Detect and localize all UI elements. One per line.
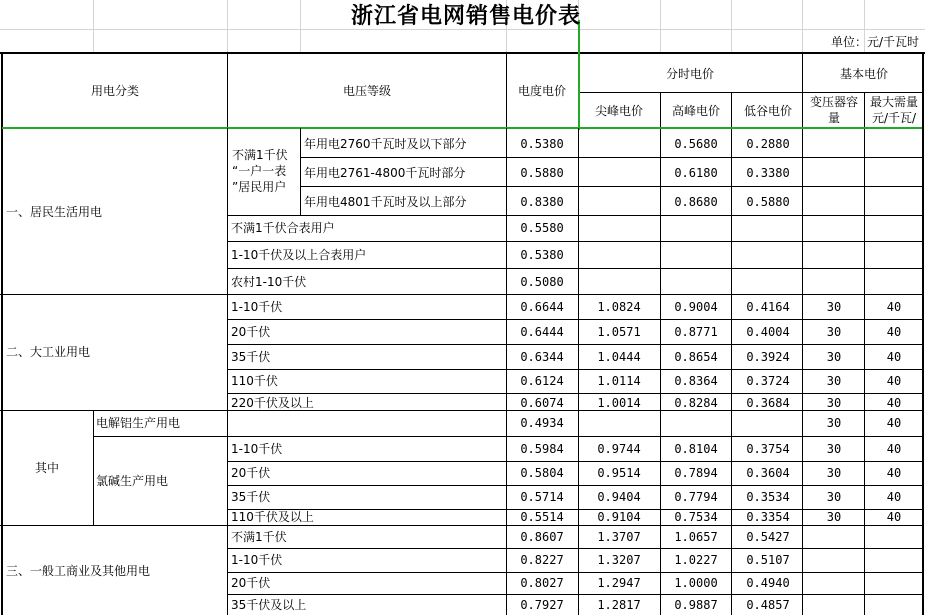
high-cell: 0.7894 [674,466,718,480]
grid-vline [802,52,803,615]
high-cell: 0.8104 [674,442,718,456]
grid-hline [227,572,922,573]
residential-group-line3: ”居民用户 [232,180,287,194]
peak-cell: 1.2817 [597,598,641,612]
grid-vline [506,128,507,615]
grid-hline [227,268,922,269]
price-cell: 0.6124 [520,374,564,388]
high-cell: 1.0000 [674,576,718,590]
price-cell: 0.8607 [520,530,564,544]
aluminum-transformer: 30 [826,416,842,430]
grid-vline [731,92,732,615]
header-high: 高峰电价 [671,104,721,118]
grid-hline [0,294,922,295]
sheet-gridline [660,0,661,53]
voltage-label: 1-10千伏 [231,300,283,314]
voltage-label: 220千伏及以上 [231,396,314,410]
low-cell: 0.2880 [746,137,790,151]
grid-hline [0,410,922,411]
unit-label: 单位：元/千瓦时 [830,35,919,49]
price-cell: 0.5514 [520,510,564,524]
low-cell: 0.3924 [746,350,790,364]
voltage-label: 110千伏 [231,374,278,388]
high-cell: 0.8771 [674,325,718,339]
peak-cell: 1.0114 [597,374,641,388]
transformer-cell: 30 [826,396,842,410]
price-cell: 0.8027 [520,576,564,590]
high-cell: 0.8680 [674,195,718,209]
voltage-label: 35千伏 [231,490,271,504]
low-cell: 0.5107 [746,553,790,567]
peak-cell: 1.3707 [597,530,641,544]
grid-hline [227,344,922,345]
transformer-cell: 30 [826,466,842,480]
transformer-cell: 30 [826,300,842,314]
high-cell: 0.9004 [674,300,718,314]
price-cell: 0.5880 [520,166,564,180]
high-cell: 0.9887 [674,598,718,612]
grid-hline [227,485,922,486]
grid-vline [227,128,228,615]
aluminum-label: 电解铝生产用电 [96,416,181,430]
voltage-label: 110千伏及以上 [231,510,314,524]
price-cell: 0.8227 [520,553,564,567]
peak-cell: 0.9404 [597,490,641,504]
grid-vline [578,128,579,615]
residential-group-line2: “一户一表 [232,164,287,178]
price-cell: 0.5380 [520,137,564,151]
high-cell: 1.0657 [674,530,718,544]
peak-cell: 1.0824 [597,300,641,314]
low-cell: 0.5427 [746,530,790,544]
high-cell: 1.0227 [674,553,718,567]
category-other: 其中 [34,461,60,475]
price-cell: 0.5984 [520,442,564,456]
peak-cell: 0.9104 [597,510,641,524]
low-cell: 0.3354 [746,510,790,524]
peak-cell: 1.0571 [597,325,641,339]
selection-line [578,20,580,130]
voltage-label: 年用电2760千瓦时及以下部分 [304,137,467,151]
grid-hline [227,369,922,370]
demand-cell: 40 [886,374,902,388]
header-transformer-line2: 量 [827,111,841,125]
voltage-label: 1-10千伏及以上合表用户 [231,248,367,262]
header-maxdemand-line1: 最大需量 [869,95,919,109]
header-price: 电度电价 [517,84,567,98]
grid-hline [227,215,922,216]
demand-cell: 40 [886,325,902,339]
peak-cell: 1.3207 [597,553,641,567]
low-cell: 0.3684 [746,396,790,410]
price-cell: 0.6644 [520,300,564,314]
header-transformer-line1: 变压器容 [809,95,859,109]
voltage-label: 20千伏 [231,576,271,590]
grid-vline [922,52,924,615]
high-cell: 0.8654 [674,350,718,364]
grid-hline [227,594,922,595]
demand-cell: 40 [886,350,902,364]
category-residential: 一、居民生活用电 [6,205,103,219]
high-cell: 0.6180 [674,166,718,180]
grid-hline [227,241,922,242]
peak-cell: 0.9744 [597,442,641,456]
category-industrial: 二、大工业用电 [6,345,91,359]
high-cell: 0.7794 [674,490,718,504]
grid-vline [227,52,228,128]
low-cell: 0.4164 [746,300,790,314]
price-cell: 0.6074 [520,396,564,410]
transformer-cell: 30 [826,510,842,524]
peak-cell: 1.2947 [597,576,641,590]
voltage-label: 1-10千伏 [231,553,283,567]
residential-group-line1: 不满1千伏 [232,148,288,162]
high-cell: 0.8364 [674,374,718,388]
header-category: 用电分类 [90,84,140,98]
sheet-gridline [300,0,301,53]
grid-hline [0,525,922,526]
grid-hline [227,319,922,320]
category-commercial: 三、一般工商业及其他用电 [6,564,151,578]
price-cell: 0.5380 [520,248,564,262]
voltage-label: 不满1千伏 [231,530,287,544]
voltage-label: 20千伏 [231,466,271,480]
grid-hline [578,92,922,93]
low-cell: 0.3754 [746,442,790,456]
grid-hline [227,548,922,549]
transformer-cell: 30 [826,490,842,504]
grid-hline [0,52,925,54]
sheet-gridline [93,0,94,53]
voltage-label: 35千伏 [231,350,271,364]
price-cell: 0.5804 [520,466,564,480]
low-cell: 0.4857 [746,598,790,612]
high-cell: 0.8284 [674,396,718,410]
demand-cell: 40 [886,396,902,410]
price-cell: 0.6344 [520,350,564,364]
page-title: 浙江省电网销售电价表 [350,3,582,29]
low-cell: 0.4004 [746,325,790,339]
aluminum-price: 0.4934 [520,416,564,430]
grid-vline [506,52,507,128]
voltage-label: 1-10千伏 [231,442,283,456]
peak-cell: 1.0444 [597,350,641,364]
high-cell: 0.7534 [674,510,718,524]
header-peak: 尖峰电价 [594,104,644,118]
voltage-label: 35千伏及以上 [231,598,307,612]
grid-hline [227,393,922,394]
low-cell: 0.3604 [746,466,790,480]
header-maxdemand-line2: 元/千瓦/ [871,111,917,125]
low-cell: 0.4940 [746,576,790,590]
sheet-gridline [227,0,228,53]
grid-hline [227,461,922,462]
price-cell: 0.6444 [520,325,564,339]
aluminum-demand: 40 [886,416,902,430]
demand-cell: 40 [886,442,902,456]
grid-hline [300,186,922,187]
low-cell: 0.3724 [746,374,790,388]
transformer-cell: 30 [826,350,842,364]
low-cell: 0.3380 [746,166,790,180]
grid-hline [300,157,922,158]
header-low: 低谷电价 [743,104,793,118]
demand-cell: 40 [886,300,902,314]
high-cell: 0.5680 [674,137,718,151]
grid-vline [1,52,3,615]
peak-cell: 0.9514 [597,466,641,480]
voltage-label: 年用电2761-4800千瓦时部分 [304,166,466,180]
grid-vline [864,92,865,615]
demand-cell: 40 [886,466,902,480]
grid-vline [660,92,661,615]
sheet-gridline [731,0,732,53]
transformer-cell: 30 [826,442,842,456]
header-basic: 基本电价 [839,67,889,81]
price-cell: 0.5580 [520,221,564,235]
header-voltage: 电压等级 [342,84,392,98]
low-cell: 0.5880 [746,195,790,209]
selection-line [2,127,922,129]
demand-cell: 40 [886,510,902,524]
header-tou: 分时电价 [665,67,715,81]
demand-cell: 40 [886,490,902,504]
sheet-gridline [802,0,803,53]
price-cell: 0.5714 [520,490,564,504]
voltage-label: 农村1-10千伏 [231,275,307,289]
price-cell: 0.7927 [520,598,564,612]
grid-hline [227,509,922,510]
low-cell: 0.3534 [746,490,790,504]
grid-hline [93,436,922,437]
grid-vline [93,410,94,525]
chlor-label: 氯碱生产用电 [96,474,169,488]
price-cell: 0.8380 [520,195,564,209]
peak-cell: 1.0014 [597,396,641,410]
voltage-label: 不满1千伏合表用户 [231,221,335,235]
voltage-label: 20千伏 [231,325,271,339]
transformer-cell: 30 [826,325,842,339]
transformer-cell: 30 [826,374,842,388]
voltage-label: 年用电4801千瓦时及以上部分 [304,195,467,209]
price-cell: 0.5080 [520,275,564,289]
grid-vline [300,128,301,215]
